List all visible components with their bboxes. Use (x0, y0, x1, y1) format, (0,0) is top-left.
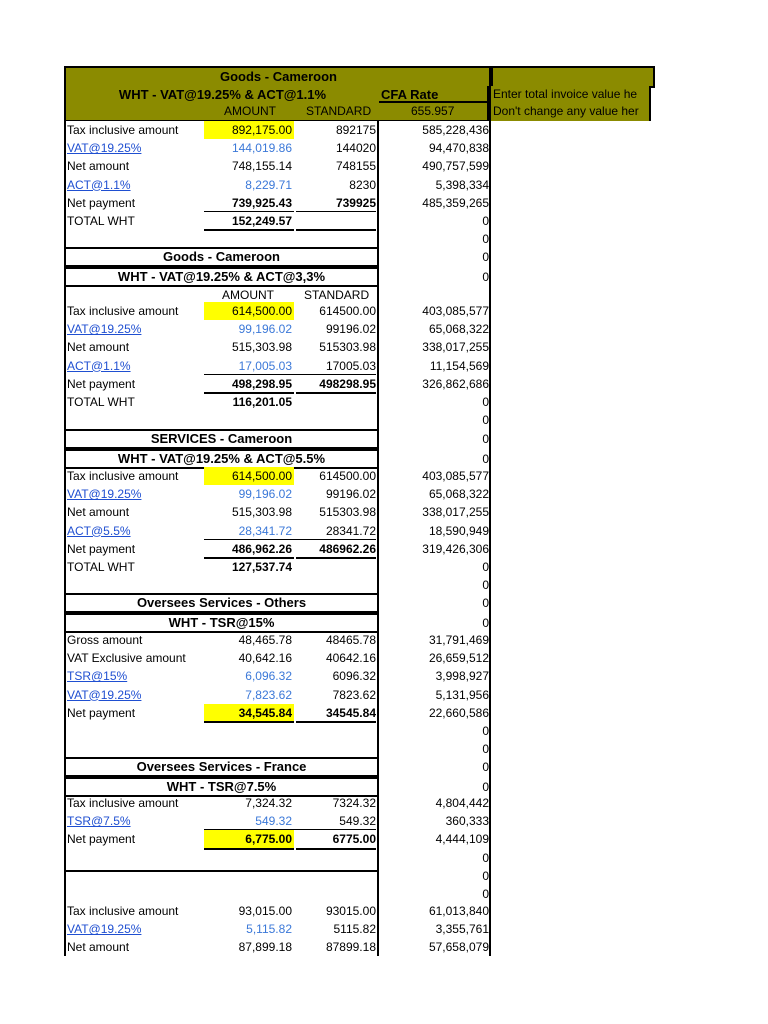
amount-cell: 739,925.43 (231, 195, 292, 210)
sheet-title: Goods - Cameroon (64, 66, 491, 88)
cfa-cell: 57,658,079 (428, 940, 489, 955)
sheet-subtitle: WHT - VAT@19.25% & ACT@1.1% (64, 86, 381, 105)
net-payment-top-rule (204, 829, 376, 830)
amount-cell: 6,775.00 (204, 830, 294, 848)
standard-cell (296, 212, 376, 230)
row-label: ACT@1.1% (67, 358, 131, 373)
row-label: Net amount (67, 159, 130, 174)
net-payment-top-rule (204, 374, 376, 375)
row-label: ACT@5.5% (67, 523, 131, 538)
section-title: Goods - Cameroon (162, 249, 280, 264)
amount-cell: 549.32 (255, 814, 292, 829)
standard-cell: 5115.82 (333, 922, 376, 937)
net-payment-top-rule (296, 211, 376, 212)
row-label: VAT@19.25% (67, 922, 142, 937)
amount-cell: 93,015.00 (238, 904, 292, 918)
note-dont-change: Don't change any value her (491, 103, 651, 121)
standard-cell: 48465.78 (325, 633, 376, 647)
standard-cell (296, 393, 376, 411)
amount-cell: 116,201.05 (232, 395, 292, 409)
amount-cell: 498,298.95 (231, 376, 292, 391)
row-label: Net payment (67, 376, 136, 391)
amount-cell: 99,196.02 (238, 487, 292, 502)
standard-cell: 486962.26 (319, 541, 376, 556)
cfa-cell: 403,085,577 (422, 469, 489, 483)
cfa-rate-value: 655.957 (411, 104, 455, 118)
row-label: TSR@15% (67, 669, 128, 684)
standard-cell: 7823.62 (332, 687, 376, 702)
amount-cell: 152,249.57 (231, 214, 292, 228)
standard-cell: 144020 (335, 141, 376, 156)
cfa-cell: 0 (482, 760, 489, 774)
cfa-cell: 94,470,838 (428, 141, 489, 156)
amount-cell: 8,229.71 (245, 177, 292, 192)
total-top-rule (296, 392, 376, 394)
net-payment-bottom-rule (296, 848, 376, 850)
standard-cell: 739925 (335, 195, 376, 210)
cfa-cell: 3,998,927 (435, 669, 489, 684)
standard-cell: 8230 (349, 177, 376, 192)
section-subtitle: WHT - TSR@7.5% (166, 779, 277, 794)
amount-cell: 28,341.72 (238, 523, 292, 538)
row-label: Net amount (67, 940, 130, 955)
standard-cell: 34545.84 (325, 705, 376, 720)
row-label: VAT@19.25% (67, 141, 142, 156)
cfa-cell: 0 (482, 452, 489, 466)
row-label: TSR@7.5% (67, 814, 131, 829)
row-label: VAT Exclusive amount (67, 651, 186, 666)
amount-cell: 515,303.98 (231, 340, 292, 355)
standard-cell (296, 558, 376, 576)
standard-cell: 17005.03 (325, 358, 376, 373)
cfa-cell: 0 (482, 616, 489, 630)
total-top-rule (296, 229, 376, 231)
cfa-cell: 0 (482, 270, 489, 284)
amount-cell: 515,303.98 (231, 505, 292, 520)
amount-cell: 7,324.32 (245, 796, 292, 810)
amount-cell: 614,500.00 (204, 302, 294, 320)
cfa-cell: 3,355,761 (435, 922, 489, 937)
cfa-cell: 18,590,949 (428, 523, 489, 538)
net-payment-bottom-rule (204, 721, 294, 723)
standard-cell: 6775.00 (332, 832, 376, 847)
cfa-cell: 360,333 (445, 814, 489, 829)
cfa-cell: 5,131,956 (435, 687, 489, 702)
cfa-cell: 338,017,255 (422, 340, 489, 355)
amount-cell: 7,823.62 (245, 687, 292, 702)
section-subtitle: WHT - VAT@19.25% & ACT@5.5% (117, 451, 326, 466)
row-label: Net payment (67, 541, 136, 556)
cfa-cell: 0 (482, 780, 489, 794)
row-label: Tax inclusive amount (67, 304, 179, 318)
amount-cell: 34,545.84 (204, 704, 294, 722)
col-standard-header: STANDARD (304, 288, 370, 302)
row-label: VAT@19.25% (67, 322, 142, 337)
cfa-cell: 11,154,569 (429, 358, 489, 373)
cfa-cell: 4,804,442 (435, 796, 489, 810)
cfa-cell: 0 (482, 395, 489, 409)
cfa-cell: 0 (482, 413, 489, 428)
amount-cell: 892,175.00 (204, 121, 294, 139)
standard-right-border (377, 121, 379, 956)
row-label: TOTAL WHT (67, 214, 135, 228)
standard-cell: 549.32 (339, 814, 376, 829)
section-title: SERVICES - Cameroon (150, 431, 293, 446)
cfa-cell: 338,017,255 (422, 505, 489, 520)
col-amount-header: AMOUNT (224, 104, 276, 118)
cfa-cell: 0 (482, 724, 489, 738)
standard-cell: 515303.98 (319, 505, 376, 520)
cfa-cell: 0 (482, 560, 489, 574)
standard-cell: 99196.02 (325, 487, 376, 502)
net-payment-top-rule (204, 211, 294, 212)
amount-cell: 40,642.16 (238, 651, 292, 666)
amount-cell: 127,537.74 (231, 560, 292, 574)
left-border (64, 121, 66, 956)
cfa-cell: 5,398,334 (435, 177, 489, 192)
row-label: TOTAL WHT (67, 395, 135, 409)
total-top-rule (204, 557, 294, 559)
row-label: Net payment (67, 705, 136, 720)
cfa-cell: 0 (482, 214, 489, 228)
cfa-cell: 0 (482, 850, 489, 865)
standard-cell: 7324.32 (332, 796, 376, 810)
standard-cell: 87899.18 (325, 940, 376, 955)
standard-cell: 498298.95 (319, 376, 376, 391)
cfa-cell: 26,659,512 (428, 651, 489, 666)
amount-cell: 99,196.02 (238, 322, 292, 337)
standard-cell: 28341.72 (325, 523, 376, 538)
standard-cell: 614500.00 (319, 304, 376, 318)
cfa-cell: 4,444,109 (435, 832, 489, 847)
standard-cell: 515303.98 (319, 340, 376, 355)
row-label: Tax inclusive amount (67, 123, 179, 137)
standard-cell: 614500.00 (319, 469, 376, 483)
cfa-cell: 0 (482, 432, 489, 446)
row-label: Net payment (67, 195, 136, 210)
title-side-cell (491, 66, 655, 88)
net-payment-bottom-rule (296, 721, 376, 723)
amount-cell: 6,096.32 (245, 669, 292, 684)
row-label: Net payment (67, 832, 136, 847)
spreadsheet (64, 66, 654, 118)
standard-cell: 93015.00 (325, 904, 376, 918)
col-amount-header: AMOUNT (222, 288, 274, 302)
note-enter-invoice: Enter total invoice value he (491, 86, 651, 104)
cfa-cell: 0 (482, 250, 489, 264)
cfa-cell: 485,359,265 (422, 195, 489, 210)
cfa-rate-label: CFA Rate (379, 86, 489, 103)
standard-cell: 748155 (335, 159, 376, 174)
cfa-cell: 22,660,586 (428, 705, 489, 720)
row-label: Tax inclusive amount (67, 469, 179, 483)
net-payment-bottom-rule (204, 848, 294, 850)
row-label: Tax inclusive amount (67, 796, 179, 810)
row-label: ACT@1.1% (67, 177, 131, 192)
cfa-cell: 0 (482, 578, 489, 593)
row-label: Net amount (67, 505, 130, 520)
cfa-cell: 403,085,577 (422, 304, 489, 318)
cfa-cell: 65,068,322 (428, 322, 489, 337)
cfa-cell: 0 (482, 596, 489, 610)
cfa-cell: 0 (482, 742, 489, 757)
amount-cell: 48,465.78 (238, 633, 292, 647)
amount-cell: 486,962.26 (231, 541, 292, 556)
amount-cell: 87,899.18 (238, 940, 292, 955)
amount-cell: 614,500.00 (204, 467, 294, 485)
amount-cell: 748,155.14 (231, 159, 292, 174)
total-top-rule (204, 392, 294, 394)
cfa-cell: 326,862,686 (422, 376, 489, 391)
cfa-cell: 0 (482, 232, 489, 247)
col-standard-header: STANDARD (306, 104, 372, 118)
standard-cell: 40642.16 (325, 651, 376, 666)
section-top-rule (64, 870, 379, 872)
cfa-cell: 61,013,840 (428, 904, 489, 918)
cfa-cell: 490,757,599 (422, 159, 489, 174)
row-label: Net amount (67, 340, 130, 355)
cfa-cell: 31,791,469 (428, 633, 489, 647)
row-label: Tax inclusive amount (67, 904, 179, 918)
cfa-cell: 585,228,436 (422, 123, 489, 137)
section-title: Oversees Services - Others (136, 595, 307, 610)
row-label: Gross amount (67, 633, 143, 647)
cfa-cell: 319,426,306 (422, 541, 489, 556)
standard-cell: 99196.02 (325, 322, 376, 337)
amount-cell: 17,005.03 (238, 358, 292, 373)
column-header-row (64, 103, 489, 121)
row-label: VAT@19.25% (67, 487, 142, 502)
row-label: TOTAL WHT (67, 560, 135, 574)
cfa-cell: 0 (482, 868, 489, 883)
amount-cell: 5,115.82 (246, 922, 292, 937)
standard-cell: 6096.32 (332, 669, 376, 684)
header-bottom-rule (64, 120, 491, 121)
net-payment-top-rule (204, 539, 376, 540)
section-subtitle: WHT - VAT@19.25% & ACT@3,3% (117, 269, 326, 284)
amount-cell: 144,019.86 (231, 141, 292, 156)
total-top-rule (296, 557, 376, 559)
cfa-right-border (489, 121, 491, 956)
section-subtitle: WHT - TSR@15% (168, 615, 275, 630)
section-title: Oversees Services - France (136, 759, 307, 774)
row-label: VAT@19.25% (67, 687, 142, 702)
total-top-rule (204, 229, 294, 231)
cfa-cell: 0 (482, 887, 489, 901)
cfa-cell: 65,068,322 (428, 487, 489, 502)
standard-cell: 892175 (335, 123, 376, 137)
